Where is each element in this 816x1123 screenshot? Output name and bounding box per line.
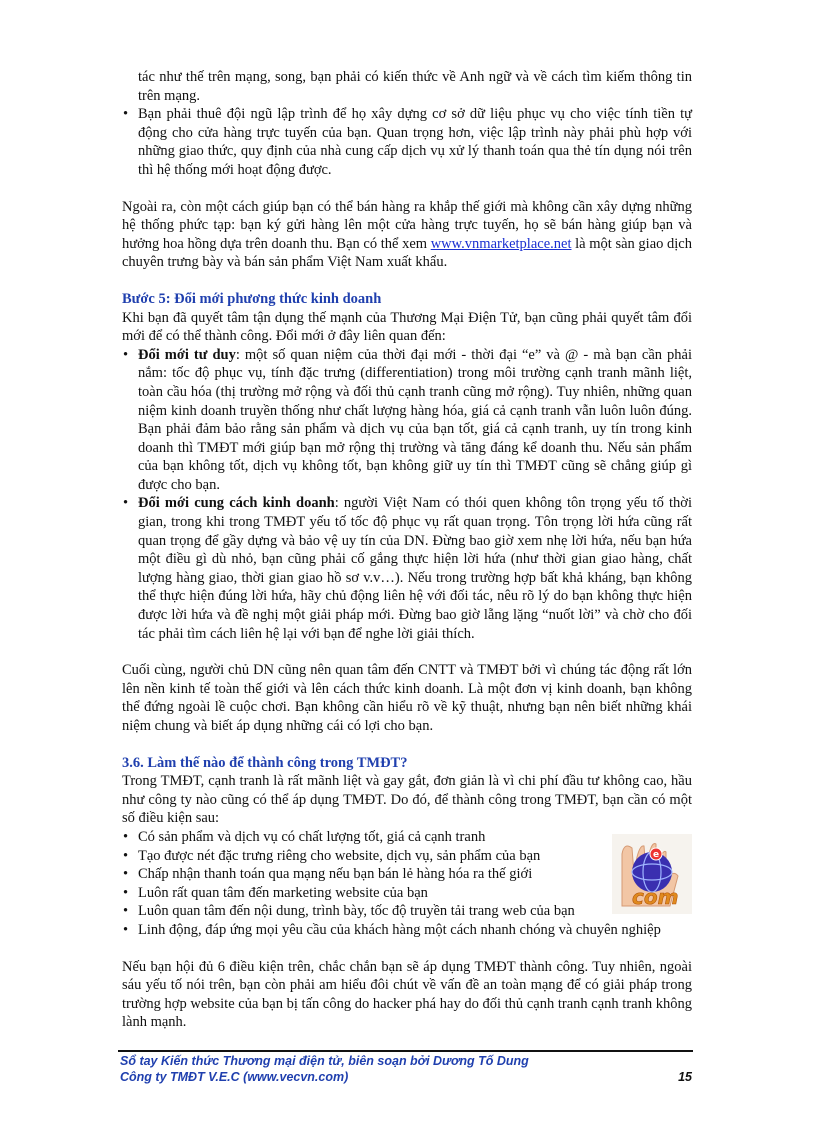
- list-item: [122, 828, 692, 847]
- footer-title: Sổ tay Kiến thức Thương mại điện tử, biên soạn bởi Dương Tố Dung: [120, 1054, 529, 1068]
- list-item: [122, 346, 692, 495]
- logo-text: com: [632, 885, 679, 909]
- item-text: Chấp nhận thanh toán qua mạng nếu bạn bán lẻ hàng hóa ra thế giới: [138, 866, 533, 883]
- item-text: : một số quan niệm của thời đại mới - thời đại “e” và @ - mà bạn cần phải nắm: tốc độ phục vụ, tính đặc trưng (differentiation) trong môi trường cạnh tranh mãnh liệt, toàn cầu hóa (thị trường mở rộng và đối thủ cạnh tranh cũng mở rộng). Tuy nhiên, những quan niệm kinh doanh truyền thống như chất lượng hàng hóa, giá cả cạnh tranh vẫn luôn luôn đúng. Bạn phải đảm bảo rằng sản phẩm và dịch vụ của bạn tốt, giá cả cạnh tranh, uy tín trong kinh doanh thì TMĐT mới giúp bạn mở rộng thị trường và tăng đáng kể doanh thu. Nếu sản phẩm của bạn không tốt, dịch vụ không tốt, bạn không giữ uy tín thì TMĐT cũng sẽ chẳng giúp gì được cho bạn.: [138, 346, 692, 493]
- section-3-6-outro: Nếu bạn hội đủ 6 điều kiện trên, chắc chắn bạn sẽ áp dụng TMĐT thành công. Tuy nhiên, ngoài sáu yếu tố nói trên, bạn còn phải am hiểu đôi chút về vấn đề an toàn mạng để có giải pháp trong trường hợp website của bạn bị tấn công do hacker phá hay do đối thủ cạnh tranh cạnh tranh không lành mạnh.: [122, 958, 692, 1031]
- conditions-list: [122, 828, 692, 940]
- bullet-icon: •: [123, 828, 129, 845]
- page-footer: [120, 1053, 692, 1085]
- bullet-icon: •: [123, 921, 129, 938]
- list-item: [122, 494, 692, 643]
- paragraph-marketplace: [122, 198, 692, 272]
- list-item: [122, 847, 692, 866]
- svg-text:e: e: [652, 850, 660, 860]
- vnmarketplace-link[interactable]: www.vnmarketplace.net: [430, 235, 572, 252]
- section-3-6-intro: Trong TMĐT, cạnh tranh là rất mãnh liệt và gay gắt, đơn giản là vì chi phí đầu tư không cao, hầu như công ty nào cũng có thể áp dụng TMĐT. Do đó, để thành công trong TMĐT, bạn cần có một số điều kiện sau:: [122, 773, 692, 827]
- item-text: Có sản phẩm và dịch vụ có chất lượng tốt, giá cả cạnh tranh: [138, 828, 486, 845]
- list-item: [122, 921, 692, 940]
- bullet-text: Bạn phải thuê đội ngũ lập trình để họ xây dựng cơ sở dữ liệu phục vụ cho việc tính tiền tự động cho cửa hàng trực tuyến của bạn. Quan trọng hơn, việc lập trình này phải phù hợp với những giao thức, quy định của nhà cung cấp dịch vụ xử lý thanh toán qua thẻ tín dụng nói trên thì hệ thống mới hoạt động được.: [138, 106, 692, 178]
- continued-bullet-text: tác như thế trên mạng, song, bạn phải có kiến thức về Anh ngữ và về cách tìm kiếm thông tin trên mạng.: [138, 69, 692, 104]
- item-text: Tạo được nét đặc trưng riêng cho website, dịch vụ, sản phẩm của bạn: [138, 847, 541, 864]
- bullet-icon: •: [123, 866, 129, 883]
- item-text: Luôn quan tâm đến nội dung, trình bày, tốc độ truyền tải trang web của bạn: [138, 903, 575, 920]
- item-text: Luôn rất quan tâm đến marketing website của bạn: [138, 884, 428, 901]
- step5-list: [122, 346, 692, 644]
- step5-intro: Khi bạn đã quyết tâm tận dụng thế mạnh của Thương Mại Điện Tử, bạn cũng phải quyết tâm đổi mới để có thể thành công. Đổi mới ở đây liên quan đến:: [122, 309, 692, 345]
- page-number: 15: [678, 1070, 692, 1084]
- document-body: [122, 68, 692, 1032]
- footer-divider: [118, 1050, 693, 1052]
- ecom-globe-logo-icon: [612, 834, 692, 914]
- bullet-icon: •: [123, 106, 129, 123]
- paragraph-text: là một sàn giao dịch chuyên trưng bày và bán sản phẩm Việt Nam xuất khẩu.: [122, 235, 692, 271]
- section-3-6-heading: 3.6. Làm thế nào để thành công trong TMĐT?: [122, 754, 408, 771]
- item-text: Linh động, đáp ứng mọi yêu cầu của khách hàng một cách nhanh chóng và chuyên nghiệp: [138, 921, 661, 938]
- item-text: : người Việt Nam có thói quen không tôn trọng yếu tố thời gian, trong khi trong TMĐT yếu tố tốc độ phục vụ rất quan trọng. Tôn trọng lời hứa cũng rất quan trọng để gầy dựng và bảo vệ uy tín của DN. Đừng bao giờ xem nhẹ lời hứa, nếu bạn hứa một điều gì dù nhỏ, bạn cũng phải cố gắng thực hiện lời hứa (như thời gian giao hàng, chất lượng hàng giao, thời gian giao hồ sơ v.v…). Nếu trong trường hợp bất khả kháng, bạn không thể thực hiện đúng lời hứa, hãy chủ động liên hệ với đối tác, nêu rõ lý do bạn không thực hiện được lời hứa và đề nghị một giải pháp mới. Đừng bao giờ lẵng lặng “nuốt lời” và chờ cho đối tác phải tìm cách liên hệ lại với bạn để nghe lời giải thích.: [138, 495, 692, 642]
- footer-company: Công ty TMĐT V.E.C (www.vecvn.com): [120, 1070, 349, 1084]
- bullet-icon: •: [123, 847, 129, 864]
- list-item: [122, 902, 692, 921]
- item-bold-label: Đổi mới cung cách kinh doanh: [138, 495, 335, 512]
- step5-heading: Bước 5: Đổi mới phương thức kinh doanh: [122, 290, 382, 307]
- bullet-icon: •: [123, 884, 129, 901]
- list-item: [122, 105, 692, 179]
- paragraph-final: Cuối cùng, người chủ DN cũng nên quan tâm đến CNTT và TMĐT bởi vì chúng tác động rất lớn lên nền kinh tế toàn thế giới và lên cách thức kinh doanh. Là một đơn vị kinh doanh, bạn không thể đứng ngoài lề cuộc chơi. Bạn không cần hiểu rõ về kỹ thuật, nhưng bạn nên biết những khái niệm chung và biết áp dụng những cái có lợi cho bạn.: [122, 662, 692, 734]
- bullet-icon: •: [123, 903, 129, 920]
- list-item: [122, 865, 692, 884]
- bullet-icon: •: [123, 346, 129, 363]
- item-bold-label: Đổi mới tư duy: [138, 346, 236, 363]
- bullet-list-top: [122, 105, 692, 179]
- list-item: [122, 884, 692, 903]
- paragraph-text: Ngoài ra, còn một cách giúp bạn có thể bán hàng ra khắp thế giới mà không cần xây dựng những hệ thống phức tạp: bạn ký gửi hàng lên một cửa hàng trực tuyến, họ sẽ bán hàng giúp bạn và hưởng hoa hồng dựa trên doanh thu. Bạn có thể xem: [122, 198, 692, 252]
- bullet-icon: •: [123, 495, 129, 512]
